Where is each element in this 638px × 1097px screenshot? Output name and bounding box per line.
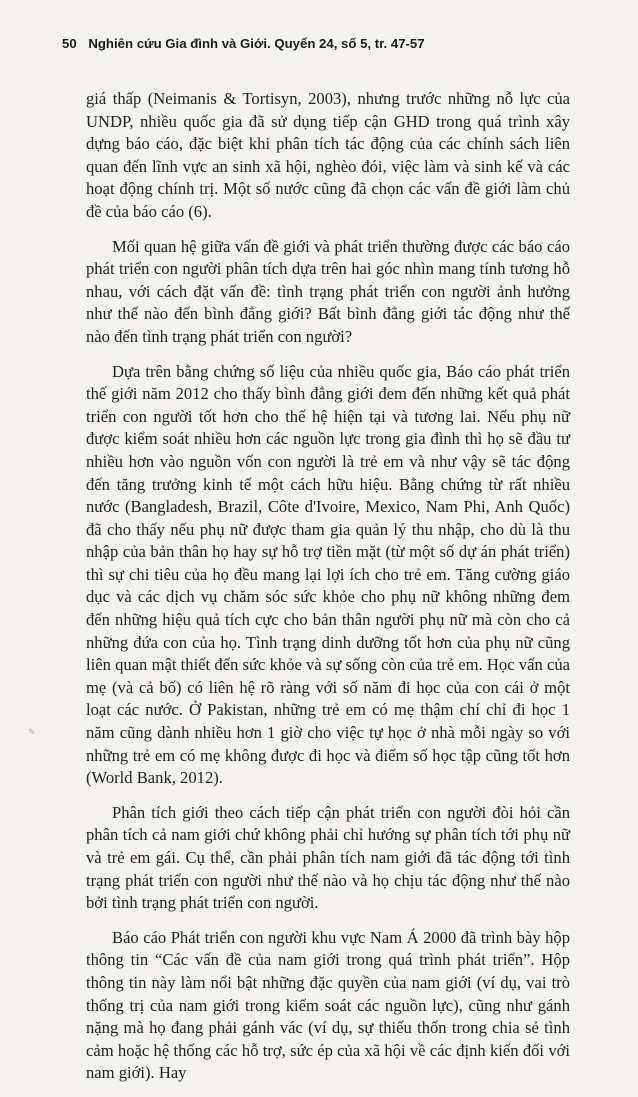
paragraph-south-asia-report: Báo cáo Phát triển con người khu vực Nam Á 2000 đã trình bày hộp thông tin “Các vấn đề của nam giới trong quá trình phát triển”. Hộp thông tin này làm nổi bật những đặc quyền của nam giới (ví dụ, vai trò thống trị của nam giới trong kiểm soát các nguồn lực), cũng như gánh nặng mà họ đang phải gánh vác (ví dụ, sự thiếu thốn trong chia sẻ tình cảm hoặc hệ thống các hỗ trợ, sức ép của xã hội về các định kiến đối với nam giới). Hay (86, 927, 570, 1083)
journal-citation: Nghiên cứu Gia đình và Giới. Quyển 24, số 5, tr. 47-57 (88, 36, 425, 51)
paragraph-world-development-report: Dựa trên bằng chứng số liệu của nhiều quốc gia, Báo cáo phát triển thế giới năm 2012 cho thấy bình đẳng giới đem đến những kết quả phát triển con người tốt hơn cho thế hệ hiện tại và tương lai. Nếu phụ nữ được kiểm soát nhiều hơn các nguồn lực trong gia đình thì họ sẽ đầu tư nhiều hơn vào nguồn vốn con người là trẻ em và như vậy sẽ tác động đến tăng trưởng kinh tế một cách hữu hiệu. Bằng chứng từ rất nhiều nước (Bangladesh, Brazil, Côte d'Ivoire, Mexico, Nam Phi, Anh Quốc) đã cho thấy nếu phụ nữ được tham gia quản lý thu nhập, cho dù là thu nhập của bản thân họ hay sự hỗ trợ tiền mặt (từ một số dự án phát triển) thì sự chi tiêu của họ đều mang lại lợi ích cho trẻ em. Tăng cường giáo dục và các dịch vụ chăm sóc sức khỏe cho phụ nữ không những đem đến những hiệu quả tích cực cho bản thân người phụ nữ mà còn cho cả những đứa con của họ. Tình trạng dinh dưỡng tốt hơn của phụ nữ cũng liên quan mật thiết đến sức khỏe và sự sống còn của trẻ em. Học vấn của mẹ (và cả bố) có liên hệ rõ ràng với số năm đi học của con cái ở một loạt các nước. Ở Pakistan, những trẻ em có mẹ thậm chí chỉ đi học 1 năm cũng dành nhiều hơn 1 giờ cho việc tự học ở nhà mỗi ngày so với những trẻ em có mẹ không được đi học và điểm số học tập cũng tốt hơn (World Bank, 2012). (86, 361, 570, 788)
article-body (86, 88, 570, 1097)
running-header (62, 36, 582, 51)
paragraph-continuation: giá thấp (Neimanis & Tortisyn, 2003), nhưng trước những nỗ lực của UNDP, nhiều quốc gia đã sử dụng tiếp cận GHD trong quá trình xây dựng báo cáo, đặc biệt khi phân tích tác động của các chính sách liên quan đến lĩnh vực an sinh xã hội, nghèo đói, việc làm và sinh kế và các hoạt động chính trị. Một số nước cũng đã chọn các vấn đề giới làm chủ đề của báo cáo (6). (86, 89, 570, 221)
margin-mark: ✎ (28, 728, 36, 738)
paragraph-gender-analysis: Phân tích giới theo cách tiếp cận phát triển con người đòi hỏi cần phân tích cả nam giới chứ không phải chỉ hướng sự phân tích tới phụ nữ và trẻ em gái. Cụ thể, cần phải phân tích nam giới đã tác động tới tình trạng phát triển con người như thế nào và họ chịu tác động như thế nào bởi tình trạng phát triển con người. (86, 802, 570, 913)
paragraph-gender-development: Mối quan hệ giữa vấn đề giới và phát triển thường được các báo cáo phát triển con người phân tích dựa trên hai góc nhìn mang tính tương hỗ nhau, với cách đặt vấn đề: tình trạng phát triển con người ảnh hưởng như thế nào đến bình đẳng giới? Bất bình đẳng giới tác động như thế nào đến tình trạng phát triển con người? (86, 236, 570, 346)
page-number: 50 (62, 36, 77, 51)
